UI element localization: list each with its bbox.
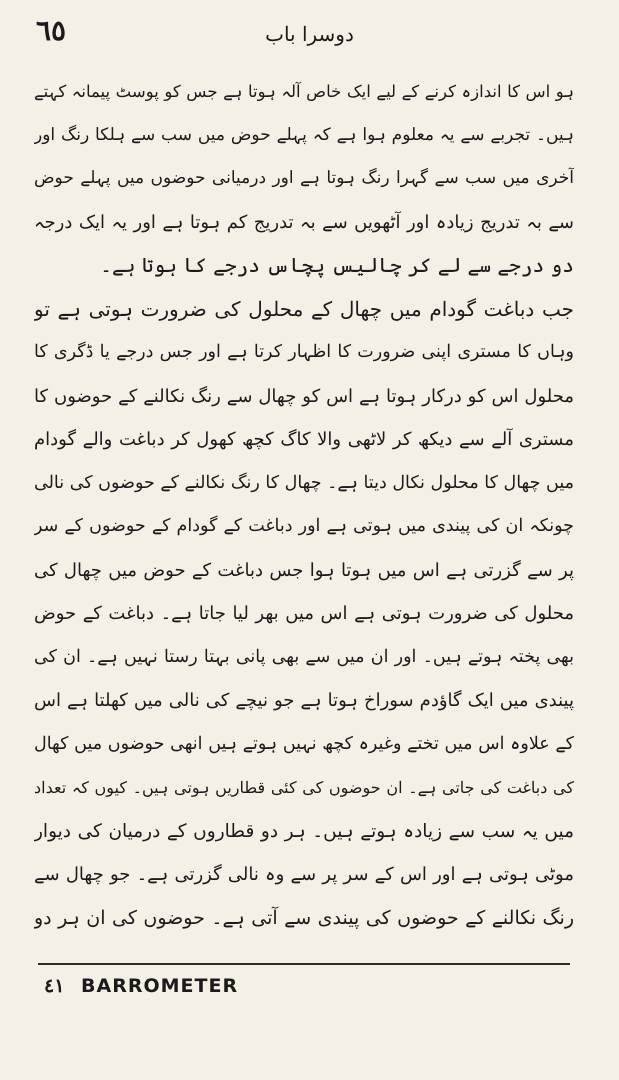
chapter-title: دوسرا باب [265,22,354,46]
text-line: چونکہ ان کی پیندی میں ہوتی ہے اور دباغت کے گودام کے حوضوں کے سر [34,516,574,536]
text-line: پر سے گزرتی ہے اس میں ہوتا ہوا جس دباغت کے حوض میں چھال کی [34,559,574,581]
text-line: میں یہ سب سے زیادہ ہوتے ہیں۔ ہر دو قطاروں کے درمیان کی دیوار [34,820,574,842]
text-line: مستری آلے سے دیکھ کر لاٹھی والا کاگ کچھ کھول کر دباغت والے گودام [34,429,574,450]
printer-mark: BARROMETER [81,975,239,997]
page-number: ٦٥ [36,14,67,47]
text-line: رنگ نکالنے کے حوضوں کی پیندی سے آتی ہے۔ حوضوں کی ان ہر دو [34,906,574,929]
text-line: محلول کی ضرورت ہوتی ہے اس میں بھر لیا جاتا ہے۔ دباغت کے حوض [34,603,574,624]
text-line: موٹی ہوتی ہے اور اس کے سر پر سے وہ نالی گزرتی ہے۔ جو چھال سے [34,864,574,885]
text-line: آخری میں سب سے گہرا رنگ ہوتا ہے اور درمیانی حوضوں میں پہلے حوض [34,168,574,188]
text-line: محلول اس کو درکار ہوتا ہے اس کو چھال سے رنگ نکالنے کے حوضوں کا [34,385,574,407]
text-line: پیندی میں ایک گاؤدم سوراخ ہوتا ہے جو نیچے کی نالی میں کھلتا ہے اس [34,690,574,711]
text-line: دو درجے سے لے کر چالیس پچاس درجے کا ہوتا ہے۔ [100,253,574,277]
text-line: وہاں کا مستری اپنی ضرورت کا اظہار کرتا ہے اور جس درجے یا ڈگری کا [34,342,574,362]
footer [44,975,238,997]
text-line: سے بہ تدریج زیادہ اور آٹھویں سے بہ تدریج کم ہوتا ہے اور یہ ایک درجہ [34,211,574,233]
text-line: جب دباغت گودام میں چھال کے محلول کی ضرورت ہوتی ہے تو [34,296,574,321]
body-text [34,70,574,940]
text-line: ہیں۔ تجربے سے یہ معلوم ہوا ہے کہ پہلے حوض میں سب سے ہلکا رنگ اور [34,124,574,145]
text-line: بھی پختہ ہوتے ہیں۔ اور ان میں سے بھی پانی بہتا رستا نہیں ہے۔ ان کی [34,646,574,667]
text-line: کی دباغت کی جاتی ہے۔ ان حوضوں کی کئی قطاریں ہوتی ہیں۔ کیوں کہ تعداد [34,778,574,797]
text-line: میں چھال کا محلول نکال دیتا ہے۔ چھال کا رنگ نکالنے کے حوضوں کی نالی [34,472,574,493]
footer-rule [38,963,570,965]
text-line: کے علاوہ اس میں تختے وغیرہ کچھ نہیں ہوتے ہیں انھی حوضوں میں کھال [34,733,574,754]
signature-number: ٤١ [44,975,65,997]
text-line: ہو اس کا اندازہ کرنے کے لیے ایک خاص آلہ ہوتا ہے جس کو پوسٹ پیمانہ کہتے [34,82,574,101]
